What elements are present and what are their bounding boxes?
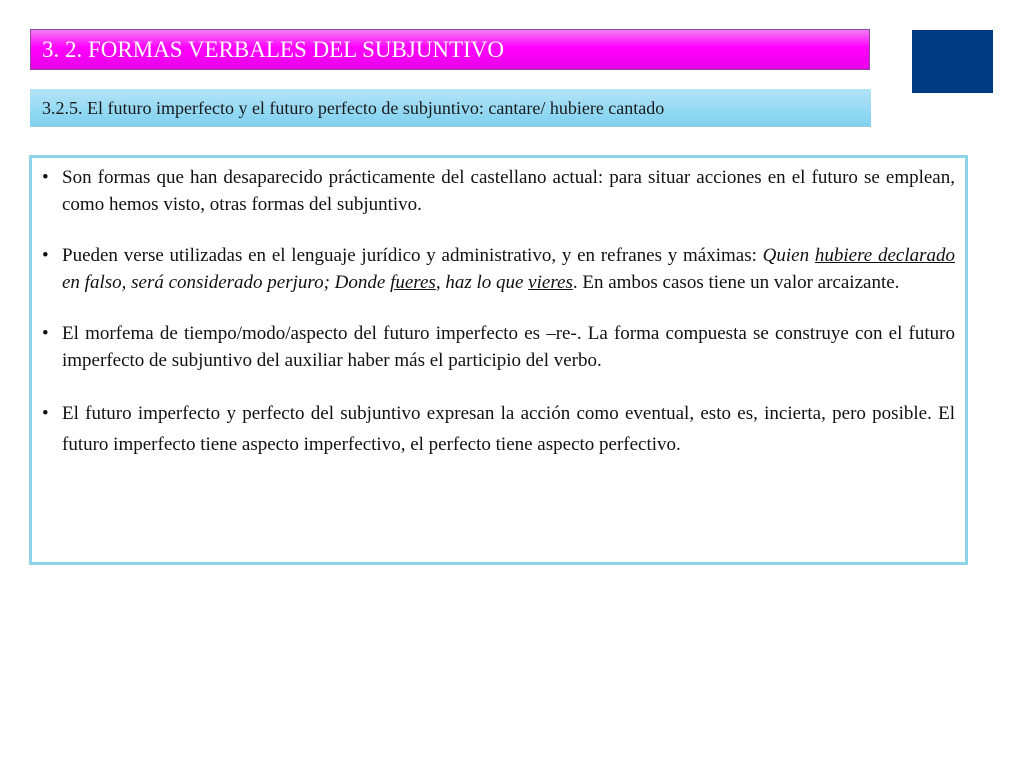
- section-subtitle: 3.2.5. El futuro imperfecto y el futuro perfecto de subjuntivo: cantare/ hubiere cantado: [30, 89, 871, 127]
- bullet-item-3: [42, 320, 955, 374]
- slide-title: 3. 2. FORMAS VERBALES DEL SUBJUNTIVO: [30, 29, 870, 70]
- underlined-verb: vieres: [528, 272, 573, 293]
- bullet-item-2: [42, 242, 955, 296]
- bullet-icon: •: [42, 403, 49, 424]
- bullet-item-1: [42, 164, 955, 218]
- bullet-list: [42, 164, 955, 460]
- bullet-text: El morfema de tiempo/modo/aspecto del futuro imperfecto es –re-. La forma compuesta se construye con el futuro imperfecto de subjuntivo del auxiliar haber más el participio del verbo.: [62, 323, 955, 371]
- bullet-item-4: [42, 398, 955, 460]
- bullet-text-end: . En ambos casos tiene un valor arcaizante.: [572, 272, 900, 293]
- bullet-icon: •: [42, 167, 49, 188]
- bullet-text: El futuro imperfecto y perfecto del subjuntivo expresan la acción como eventual, esto es, incierta, pero posible. El futuro imperfecto tiene aspecto imperfectivo, el perfecto tiene aspecto perfectivo.: [62, 403, 955, 455]
- bullet-icon: •: [42, 323, 49, 344]
- content-box: [29, 155, 968, 565]
- underlined-verb: fueres: [390, 272, 436, 293]
- underlined-verb: hubiere declarado: [814, 245, 955, 266]
- bullet-text: Son formas que han desaparecido prácticamente del castellano actual: para situar acciones en el futuro se emplean, como hemos visto, otras formas del subjuntivo.: [62, 167, 955, 215]
- bullet-text: Pueden verse utilizadas en el lenguaje jurídico y administrativo, y en refranes y máximas:: [62, 245, 763, 266]
- example-text: Quien hubiere declarado en falso, será considerado perjuro; Donde fueres, haz lo que vieres: [62, 245, 955, 293]
- decorative-square: [912, 30, 993, 93]
- bullet-icon: •: [42, 245, 49, 266]
